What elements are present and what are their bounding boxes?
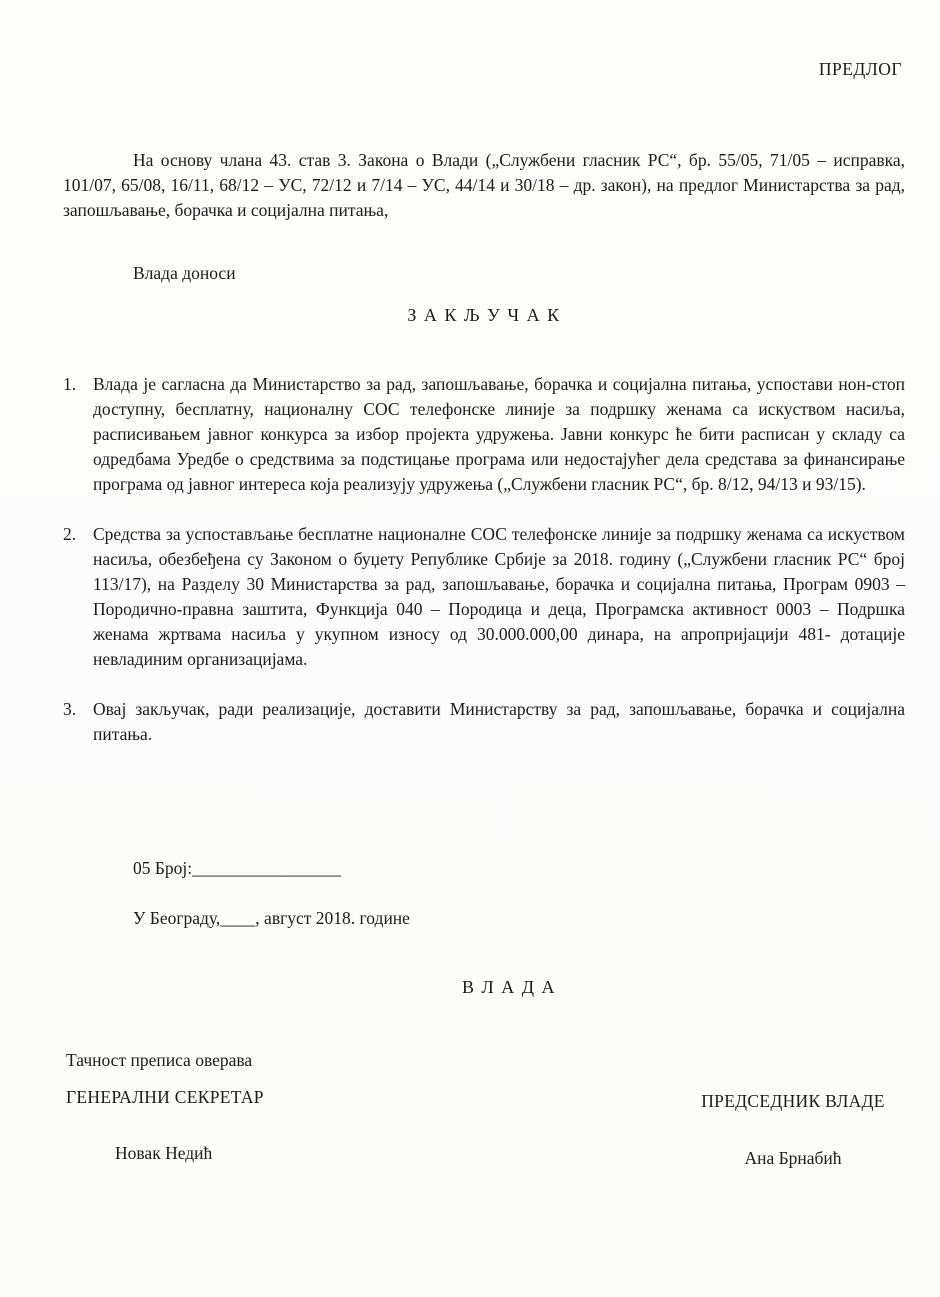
item-number: 3.	[63, 699, 77, 719]
case-number-label: 05 Број:	[133, 858, 193, 878]
secretary-name: Новак Недић	[115, 1143, 213, 1163]
item-number: 2.	[63, 524, 77, 544]
item-text: Средства за успостављање бесплатне националне СОС телефонске линије за подршку женама са искуством насиља, обезбеђена су Законом о буџету Републике Србије за 2018. годину („Службени гласник РС“ број 113/17), на Разделу 30 Министарства за рад, запошљавање, борачка и социјална питања, Програм 0903 – Породично-правна заштита, Функција 040 – Породица и деца, Програмска активност 0003 – Подршка женама жртвама насиља у укупном износу од 30.000.000,00 динара, на апропријацији 481- дотације невладиним организацијама.	[93, 524, 905, 669]
secretary-title: ГЕНЕРАЛНИ СЕКРЕТАР	[66, 1087, 264, 1107]
conclusion-items	[63, 372, 905, 772]
conclusion-item-1	[63, 372, 905, 497]
document-title: З А К Љ У Ч А К	[407, 305, 561, 325]
certification-line: Тачност преписа оверава	[66, 1050, 253, 1070]
doc-label: ПРЕДЛОГ	[818, 59, 902, 79]
item-text: Овај закључак, ради реализације, доставити Министарству за рад, запошљавање, борачка и социјална питања.	[93, 699, 905, 744]
conclusion-item-3	[63, 697, 905, 747]
prime-minister-name: Ана Брнабић	[744, 1148, 842, 1168]
item-number: 1.	[63, 374, 77, 394]
place-date-line: У Београду,____, август 2018. године	[133, 908, 410, 928]
item-text: Влада је сагласна да Министарство за рад, запошљавање, борачка и социјална питања, успостави нон-стоп доступну, бесплатну, националну СОС телефонске линије за подршку женама са искуством насиља, расписивањем јавног конкурса за избор пројекта удружења. Јавни конкурс ће бити расписан у складу са одредбама Уредбе о средствима за подстицање програма или недостајућег дела средстава за финансирање програма од јавног интереса која реализују удружења („Службени гласник РС“, бр. 8/12, 94/13 и 93/15).	[93, 374, 905, 494]
enacting-clause: Влада доноси	[133, 263, 236, 283]
conclusion-item-2	[63, 522, 905, 672]
case-number-line	[133, 856, 341, 881]
case-number-blank: _________________	[192, 858, 341, 878]
government-heading: В Л А Д А	[462, 977, 556, 997]
intro-paragraph: На основу члана 43. став 3. Закона о Влади („Службени гласник РС“, бр. 55/05, 71/05 – исправка, 101/07, 65/08, 16/11, 68/12 – УС, 72/12 и 7/14 – УС, 44/14 и 30/18 – др. закон), на предлог Министарства за рад, запошљавање, борачка и социјална питања,	[63, 149, 905, 220]
prime-minister-title: ПРЕДСЕДНИК ВЛАДЕ	[701, 1091, 885, 1111]
